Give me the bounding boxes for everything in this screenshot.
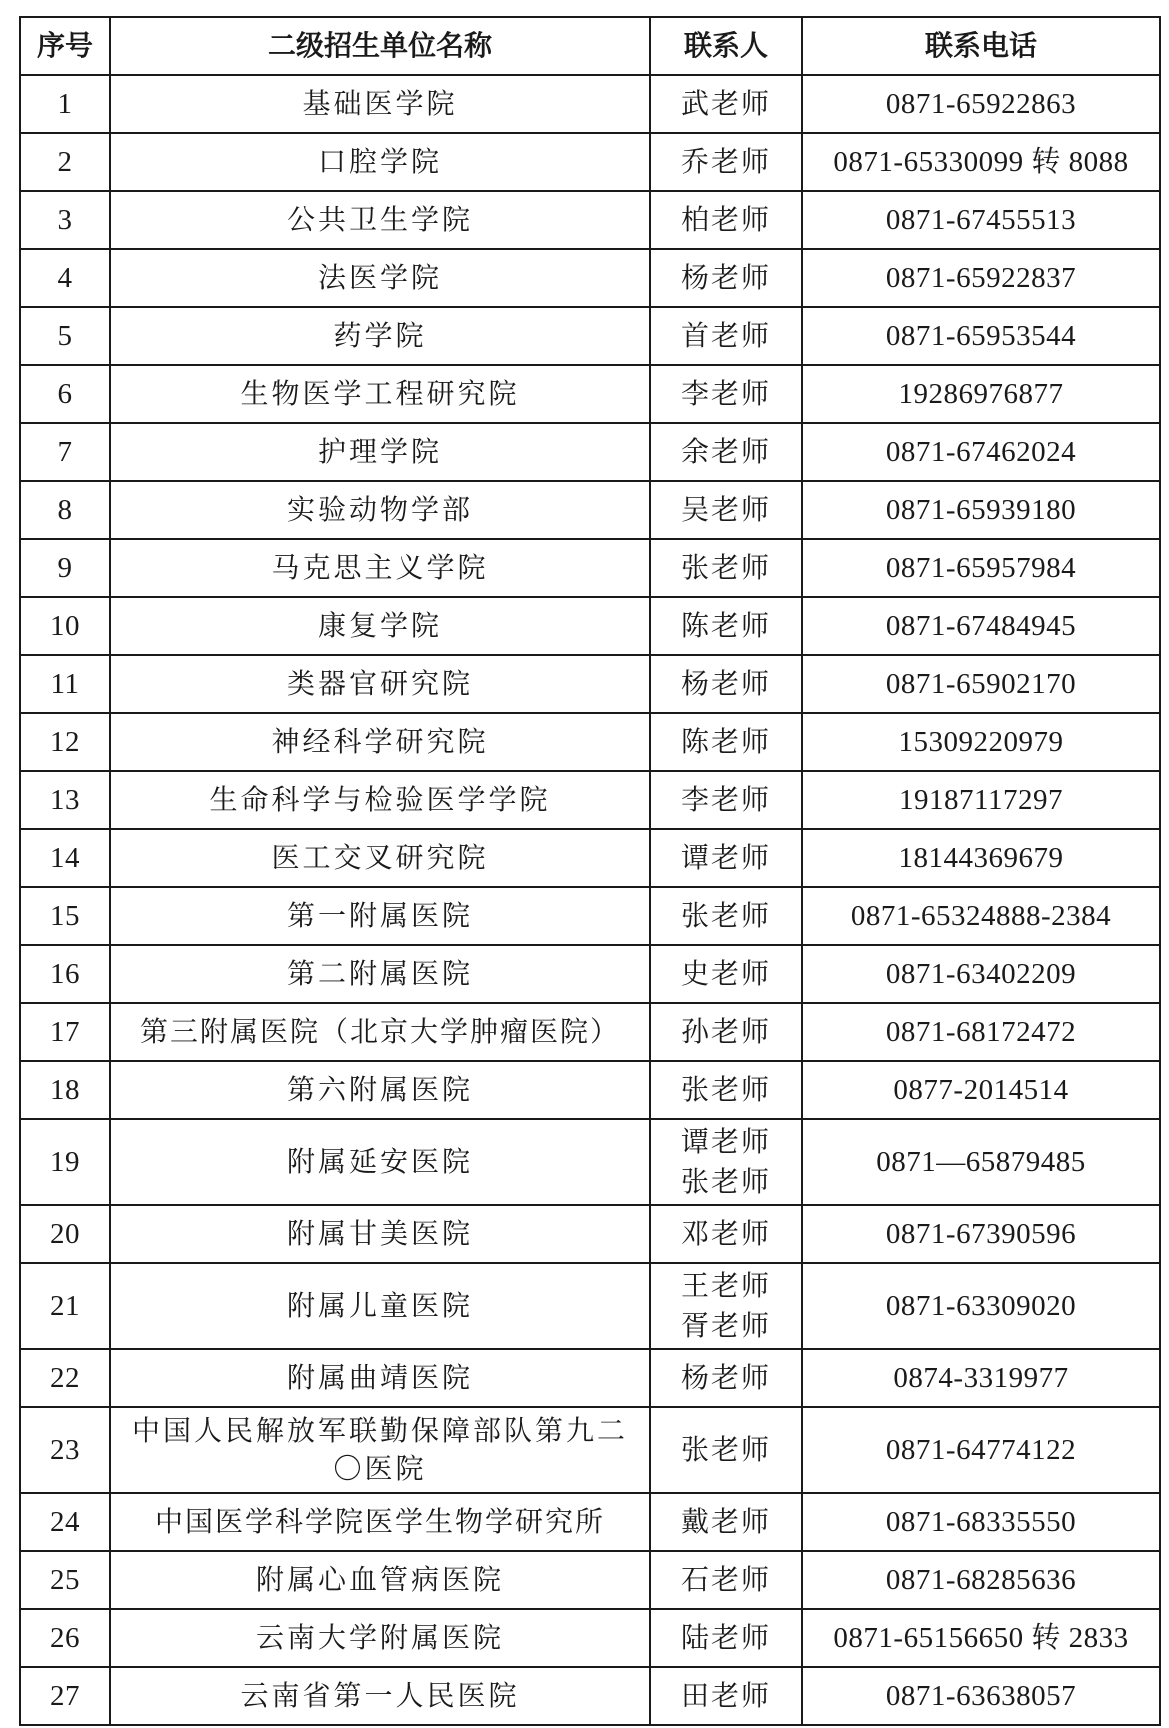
contact-person-cell [650, 655, 802, 713]
contact-person-cell [650, 771, 802, 829]
contact-phone-cell: 0871-65330099 转 8088 [802, 133, 1160, 191]
contact-person-cell [650, 597, 802, 655]
contact-phone-cell: 19187117297 [802, 771, 1160, 829]
header-index: 序号 [20, 17, 110, 75]
contact-person: 陆老师 [680, 1621, 771, 1654]
row-index: 5 [20, 307, 110, 365]
unit-name-cell: 附属甘美医院 [110, 1205, 650, 1263]
table-row [20, 133, 1160, 191]
contact-person: 田老师 [680, 1679, 771, 1712]
contact-phone-cell: 0871-65324888-2384 [802, 887, 1160, 945]
contact-person-cell [650, 133, 802, 191]
table-row [20, 1061, 1160, 1119]
table-row [20, 1493, 1160, 1551]
unit-name-cell: 类器官研究院 [110, 655, 650, 713]
contact-phone-cell: 0871-68335550 [802, 1493, 1160, 1551]
contact-person-cell [650, 1407, 802, 1493]
contact-phone-cell: 19286976877 [802, 365, 1160, 423]
table-row [20, 945, 1160, 1003]
table-row [20, 1003, 1160, 1061]
contact-phone-cell: 0871-65902170 [802, 655, 1160, 713]
row-index: 8 [20, 481, 110, 539]
table-row [20, 365, 1160, 423]
contact-person-cell [650, 1667, 802, 1725]
table-row [20, 1667, 1160, 1725]
row-index: 16 [20, 945, 110, 1003]
contact-phone-cell: 0871-64774122 [802, 1407, 1160, 1493]
unit-name-cell: 第六附属医院 [110, 1061, 650, 1119]
contact-phone-cell: 0871-67455513 [802, 191, 1160, 249]
contact-person-cell [650, 1263, 802, 1349]
unit-name-cell: 附属儿童医院 [110, 1263, 650, 1349]
row-index: 20 [20, 1205, 110, 1263]
header-contact-phone: 联系电话 [802, 17, 1160, 75]
contact-person: 李老师 [680, 783, 771, 816]
row-index: 14 [20, 829, 110, 887]
row-index: 10 [20, 597, 110, 655]
contact-person: 陈老师 [680, 725, 771, 758]
table-row [20, 307, 1160, 365]
row-index: 26 [20, 1609, 110, 1667]
contact-person-cell [650, 365, 802, 423]
row-index: 13 [20, 771, 110, 829]
header-row [20, 17, 1160, 75]
table-row [20, 191, 1160, 249]
table-row [20, 1205, 1160, 1263]
contact-person: 戴老师 [680, 1505, 771, 1538]
row-index: 25 [20, 1551, 110, 1609]
row-index: 12 [20, 713, 110, 771]
unit-name-cell: 神经科学研究院 [110, 713, 650, 771]
unit-name-cell: 第三附属医院（北京大学肿瘤医院） [110, 1003, 650, 1061]
row-index: 15 [20, 887, 110, 945]
row-index: 3 [20, 191, 110, 249]
table-row [20, 655, 1160, 713]
unit-name-cell: 公共卫生学院 [110, 191, 650, 249]
contact-person-cell [650, 1493, 802, 1551]
contact-person: 首老师 [680, 319, 771, 352]
unit-name-cell: 中国医学科学院医学生物学研究所 [110, 1493, 650, 1551]
contact-person: 杨老师 [680, 1361, 771, 1394]
contact-person: 陈老师 [680, 609, 771, 642]
row-index: 2 [20, 133, 110, 191]
unit-name-cell: 法医学院 [110, 249, 650, 307]
header-unit-name: 二级招生单位名称 [110, 17, 650, 75]
contact-phone-cell: 0871-63309020 [802, 1263, 1160, 1349]
contact-phone-cell: 0871-65953544 [802, 307, 1160, 365]
table-row [20, 1551, 1160, 1609]
contact-person: 吴老师 [680, 493, 771, 526]
unit-name-cell: 马克思主义学院 [110, 539, 650, 597]
contact-person: 史老师 [680, 957, 771, 990]
contact-person-cell [650, 1119, 802, 1205]
contact-person: 孙老师 [680, 1015, 771, 1048]
contact-person: 柏老师 [680, 203, 771, 236]
contact-phone-cell: 15309220979 [802, 713, 1160, 771]
table-row [20, 1349, 1160, 1407]
contact-person-cell [650, 1003, 802, 1061]
table-row [20, 771, 1160, 829]
contact-person: 王老师 [680, 1269, 771, 1302]
contact-person-cell [650, 539, 802, 597]
contact-phone-cell: 0871-63638057 [802, 1667, 1160, 1725]
unit-name-cell: 康复学院 [110, 597, 650, 655]
table-row [20, 1609, 1160, 1667]
row-index: 11 [20, 655, 110, 713]
row-index: 7 [20, 423, 110, 481]
contact-phone-cell: 0871-65957984 [802, 539, 1160, 597]
contact-phone-cell: 0871-65922837 [802, 249, 1160, 307]
contact-person: 杨老师 [680, 667, 771, 700]
contact-phone-cell: 0874-3319977 [802, 1349, 1160, 1407]
contact-person: 谭老师 [680, 841, 771, 874]
unit-name-cell: 生物医学工程研究院 [110, 365, 650, 423]
contact-person: 乔老师 [680, 145, 771, 178]
row-index: 6 [20, 365, 110, 423]
contact-person-cell [650, 249, 802, 307]
contact-person-cell [650, 1551, 802, 1609]
contact-person: 张老师 [680, 1165, 771, 1198]
contact-phone-cell: 18144369679 [802, 829, 1160, 887]
table-row [20, 1119, 1160, 1205]
unit-name-cell: 口腔学院 [110, 133, 650, 191]
unit-name-cell: 第二附属医院 [110, 945, 650, 1003]
table-row [20, 597, 1160, 655]
contact-phone-cell: 0871-65156650 转 2833 [802, 1609, 1160, 1667]
contact-phone-cell: 0871-68285636 [802, 1551, 1160, 1609]
contact-person: 胥老师 [680, 1309, 771, 1342]
table-body [20, 75, 1160, 1725]
row-index: 9 [20, 539, 110, 597]
table-row [20, 887, 1160, 945]
contact-phone-cell: 0877-2014514 [802, 1061, 1160, 1119]
contact-person-cell [650, 1349, 802, 1407]
contact-phone-cell: 0871-65939180 [802, 481, 1160, 539]
contact-phone-cell: 0871-67390596 [802, 1205, 1160, 1263]
unit-name-cell: 生命科学与检验医学学院 [110, 771, 650, 829]
contact-person-cell [650, 1609, 802, 1667]
contact-person: 邓老师 [680, 1217, 771, 1250]
contact-person-cell [650, 307, 802, 365]
contact-person-cell [650, 713, 802, 771]
header-contact-person: 联系人 [650, 17, 802, 75]
unit-name-cell: 第一附属医院 [110, 887, 650, 945]
contact-table [19, 16, 1161, 1726]
table-row [20, 539, 1160, 597]
contact-person: 张老师 [680, 1433, 771, 1466]
unit-name-cell: 护理学院 [110, 423, 650, 481]
unit-name-cell: 附属延安医院 [110, 1119, 650, 1205]
contact-person: 张老师 [680, 1073, 771, 1106]
table-header [20, 17, 1160, 75]
contact-person-cell [650, 75, 802, 133]
unit-name-cell: 中国人民解放军联勤保障部队第九二〇医院 [110, 1407, 650, 1493]
contact-person-cell [650, 829, 802, 887]
contact-phone-cell: 0871-68172472 [802, 1003, 1160, 1061]
contact-person-cell [650, 481, 802, 539]
contact-person: 张老师 [680, 551, 771, 584]
table-row [20, 481, 1160, 539]
row-index: 19 [20, 1119, 110, 1205]
contact-phone-cell: 0871-63402209 [802, 945, 1160, 1003]
contact-person: 李老师 [680, 377, 771, 410]
unit-name-cell: 附属曲靖医院 [110, 1349, 650, 1407]
contact-person-cell [650, 1061, 802, 1119]
contact-person-cell [650, 887, 802, 945]
table-row [20, 1263, 1160, 1349]
contact-phone-cell: 0871-67462024 [802, 423, 1160, 481]
contact-phone-cell: 0871-67484945 [802, 597, 1160, 655]
row-index: 1 [20, 75, 110, 133]
table-row [20, 249, 1160, 307]
table-row [20, 75, 1160, 133]
contact-person: 余老师 [680, 435, 771, 468]
contact-person: 张老师 [680, 899, 771, 932]
unit-name-cell: 云南省第一人民医院 [110, 1667, 650, 1725]
table-row [20, 829, 1160, 887]
contact-person-cell [650, 191, 802, 249]
row-index: 4 [20, 249, 110, 307]
contact-phone-cell: 0871-65922863 [802, 75, 1160, 133]
unit-name-cell: 附属心血管病医院 [110, 1551, 650, 1609]
table-row [20, 423, 1160, 481]
row-index: 21 [20, 1263, 110, 1349]
row-index: 22 [20, 1349, 110, 1407]
contact-person-cell [650, 1205, 802, 1263]
contact-phone-cell: 0871—65879485 [802, 1119, 1160, 1205]
row-index: 18 [20, 1061, 110, 1119]
contact-person: 石老师 [680, 1563, 771, 1596]
table-row [20, 1407, 1160, 1493]
row-index: 27 [20, 1667, 110, 1725]
contact-person-cell [650, 423, 802, 481]
unit-name-cell: 基础医学院 [110, 75, 650, 133]
row-index: 24 [20, 1493, 110, 1551]
row-index: 17 [20, 1003, 110, 1061]
unit-name-cell: 云南大学附属医院 [110, 1609, 650, 1667]
contact-person: 杨老师 [680, 261, 771, 294]
unit-name-cell: 医工交叉研究院 [110, 829, 650, 887]
contact-person-cell [650, 945, 802, 1003]
contact-person: 武老师 [680, 87, 771, 120]
contact-person: 谭老师 [680, 1125, 771, 1158]
unit-name-cell: 药学院 [110, 307, 650, 365]
table-row [20, 713, 1160, 771]
row-index: 23 [20, 1407, 110, 1493]
unit-name-cell: 实验动物学部 [110, 481, 650, 539]
